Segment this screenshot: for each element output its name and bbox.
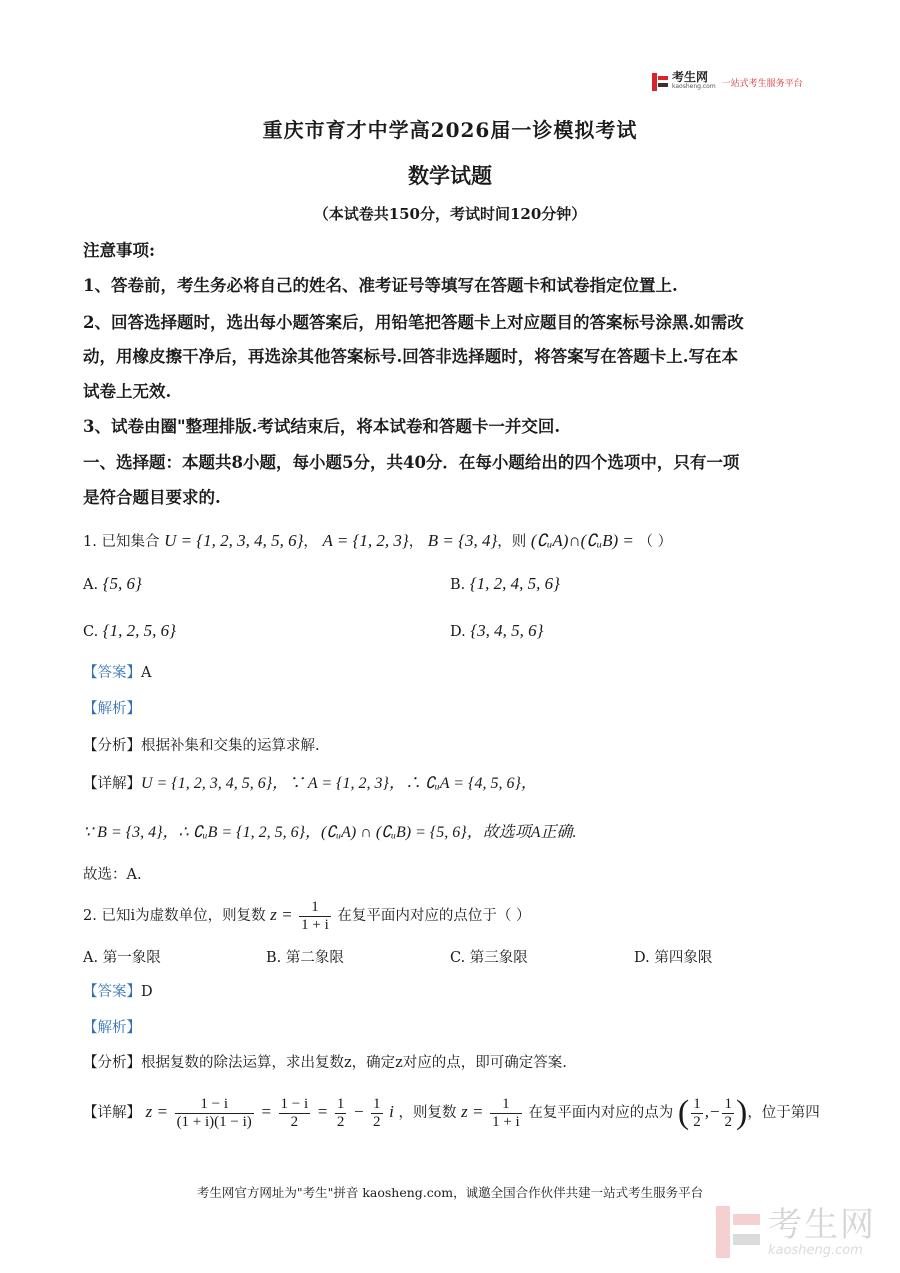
option-value: {5, 6} — [102, 574, 142, 593]
exam-title: 重庆市育才中学高2026届一诊模拟考试 — [262, 118, 638, 142]
q1-analysis-tag: 【解析】 — [83, 701, 141, 717]
frac-num: 1 − i — [175, 1096, 254, 1114]
q2-prefix: 2. 已知i为虚数单位，则复数 — [83, 908, 266, 924]
fenxi-tag: 【分析】 — [83, 738, 141, 754]
q1-answer — [83, 662, 823, 684]
q1-conclusion: 故选：A. — [83, 867, 142, 883]
point-y — [722, 1096, 734, 1131]
q1-option-a — [83, 574, 142, 594]
footer-text: 考生网官方网址为"考生"拼音 kaosheng.com，诚邀全国合作伙伴共建一站式考生服务平台 — [196, 1185, 704, 1200]
frac-num: 1 — [336, 1095, 345, 1112]
section-heading-line-2: 是符合题目要求的. — [83, 488, 221, 507]
watermark-name: 考生网 — [768, 1204, 876, 1245]
q2-option-a: A. 第一象限 — [83, 950, 161, 966]
q1-answer-paren: （ ） — [638, 534, 673, 550]
detail-tag: 【详解】 — [83, 1105, 141, 1121]
fenxi-text: 根据复数的除法运算，求出复数z，确定z对应的点，即可确定答案. — [141, 1055, 567, 1071]
detail-text: ，位于第四 — [747, 1105, 820, 1121]
detail-text: 在复平面内对应的点为 — [528, 1105, 674, 1121]
logo-domain: kaosheng.com — [672, 83, 716, 90]
fraction-2 — [279, 1096, 311, 1131]
q2-answer — [83, 981, 823, 1003]
q2-option-d: D. 第四象限 — [634, 950, 713, 966]
notice-item-2-line-1: 2、回答选择题时，选出每小题答案后，用铅笔把答题卡上对应题目的答案标号涂黑.如需改 — [83, 313, 744, 332]
fraction-1 — [175, 1096, 254, 1131]
watermark-domain: kaosheng.com — [768, 1242, 863, 1258]
q2-z: z = — [270, 905, 293, 924]
math-z: z = — [145, 1102, 168, 1121]
frac-num: 1 — [373, 1095, 381, 1112]
option-label: B. — [450, 577, 466, 593]
frac-den: 2 — [724, 1113, 732, 1130]
q2-stem — [83, 892, 823, 939]
q2-option-c: C. 第三象限 — [450, 950, 528, 966]
watermark-logo — [716, 1206, 876, 1258]
frac-den: (1 + i)(1 − i) — [176, 1113, 252, 1130]
math-eq: = — [316, 1102, 329, 1121]
paren-right: ) — [735, 1094, 748, 1131]
frac-den: 2 — [290, 1113, 299, 1130]
notice-heading: 注意事项: — [83, 241, 156, 260]
math-comma: ,− — [704, 1102, 721, 1121]
q1-option-b — [450, 574, 560, 594]
q1-sep: ， — [408, 534, 424, 550]
logo-name: 考生网 — [672, 70, 709, 84]
header-logo — [652, 72, 803, 92]
math-i: i — [389, 1102, 394, 1121]
fenxi-tag: 【分析】 — [83, 1055, 141, 1071]
detail-text: ，则复数 — [398, 1105, 457, 1121]
paren-left: ( — [677, 1094, 690, 1131]
q2-suffix: 在复平面内对应的点位于（ ） — [337, 908, 531, 924]
option-label: A. — [83, 577, 99, 593]
q1-set-a: A = {1, 2, 3} — [322, 531, 409, 550]
answer-tag: 【答案】 — [83, 665, 141, 681]
math-minus: − — [352, 1102, 365, 1121]
option-value: {1, 2, 5, 6} — [102, 621, 176, 640]
q2-detail — [83, 1089, 823, 1136]
q1-set-b: B = {3, 4} — [427, 531, 498, 550]
fenxi-text: 根据补集和交集的运算求解. — [141, 738, 320, 754]
q1-detail-line-1 — [83, 773, 823, 795]
detail-tag: 【详解】 — [83, 776, 141, 792]
frac-num: 1 — [490, 1096, 522, 1114]
answer-value: A — [141, 665, 152, 681]
q2-option-b: B. 第二象限 — [266, 950, 344, 966]
fraction-4 — [371, 1096, 383, 1131]
frac-den: 2 — [336, 1113, 345, 1130]
math-eq: = — [260, 1102, 272, 1121]
fraction-5 — [490, 1096, 522, 1131]
frac-num: 1 — [724, 1095, 732, 1112]
q1-sep: ，则 — [497, 534, 527, 550]
q1-stem — [83, 530, 823, 553]
q2-fraction — [299, 899, 331, 934]
q1-option-c — [83, 621, 176, 641]
frac-num: 1 − i — [280, 1095, 309, 1112]
q1-fenxi — [83, 735, 823, 757]
frac-den: 2 — [693, 1113, 701, 1130]
math-z: z = — [461, 1102, 484, 1121]
section-heading-line-1: 一、选择题：本题共8小题，每小题5分，共40分．在每小题给出的四个选项中，只有一项 — [83, 453, 740, 472]
frac-den: 1 + i — [492, 1113, 520, 1130]
frac-den: 2 — [373, 1113, 381, 1130]
point-x — [691, 1096, 703, 1131]
exam-subtitle: 数学试题 — [408, 163, 492, 188]
q2-fenxi — [83, 1052, 823, 1074]
q1-detail-line-2 — [83, 822, 823, 844]
q1-expression: (∁ᵤA)∩(∁ᵤB) = — [530, 531, 634, 550]
logo-slogan: 一站式考生服务平台 — [721, 78, 803, 89]
exam-info: （本试卷共150分，考试时间120分钟） — [313, 205, 587, 223]
fraction-3 — [335, 1096, 347, 1131]
notice-item-2-line-3: 试卷上无效. — [83, 382, 172, 401]
frac-den: 1 + i — [301, 916, 329, 933]
option-label: C. — [83, 624, 99, 640]
q1-option-d — [450, 621, 543, 641]
frac-num: 1 — [299, 899, 331, 917]
detail-text: U = {1, 2, 3, 4, 5, 6}，∵ A = {1, 2, 3}，∴ ∁ᵤA = {4, 5, 6}， — [141, 775, 537, 792]
option-label: D. — [450, 624, 466, 640]
option-value: {1, 2, 4, 5, 6} — [469, 574, 560, 593]
q2-analysis-tag: 【解析】 — [83, 1020, 141, 1036]
notice-item-3: 3、试卷由圈"整理排版.考试结束后，将本试卷和答题卡一并交回. — [83, 417, 561, 436]
q1-set-u: U = {1, 2, 3, 4, 5, 6} — [164, 531, 304, 550]
q1-prefix: 1. 已知集合 — [83, 534, 160, 550]
q1-sep: ， — [303, 534, 318, 550]
kaosheng-logo-icon — [652, 73, 668, 91]
kaosheng-watermark-icon — [716, 1206, 760, 1258]
frac-num: 1 — [693, 1095, 701, 1112]
detail-text: ∵ B = {3, 4}，∴ ∁ᵤB = {1, 2, 5, 6}，(∁ᵤA) ∩ (∁ᵤB) = {5, 6}，故选项A正确. — [83, 824, 577, 841]
answer-tag: 【答案】 — [83, 984, 141, 1000]
option-value: {3, 4, 5, 6} — [470, 621, 544, 640]
answer-value: D — [141, 984, 153, 1000]
notice-item-2-line-2: 动，用橡皮擦干净后，再选涂其他答案标号.回答非选择题时，将答案写在答题卡上.写在本 — [83, 347, 738, 366]
notice-item-1: 1、答卷前，考生务必将自己的姓名、准考证号等填写在答题卡和试卷指定位置上. — [83, 276, 678, 295]
